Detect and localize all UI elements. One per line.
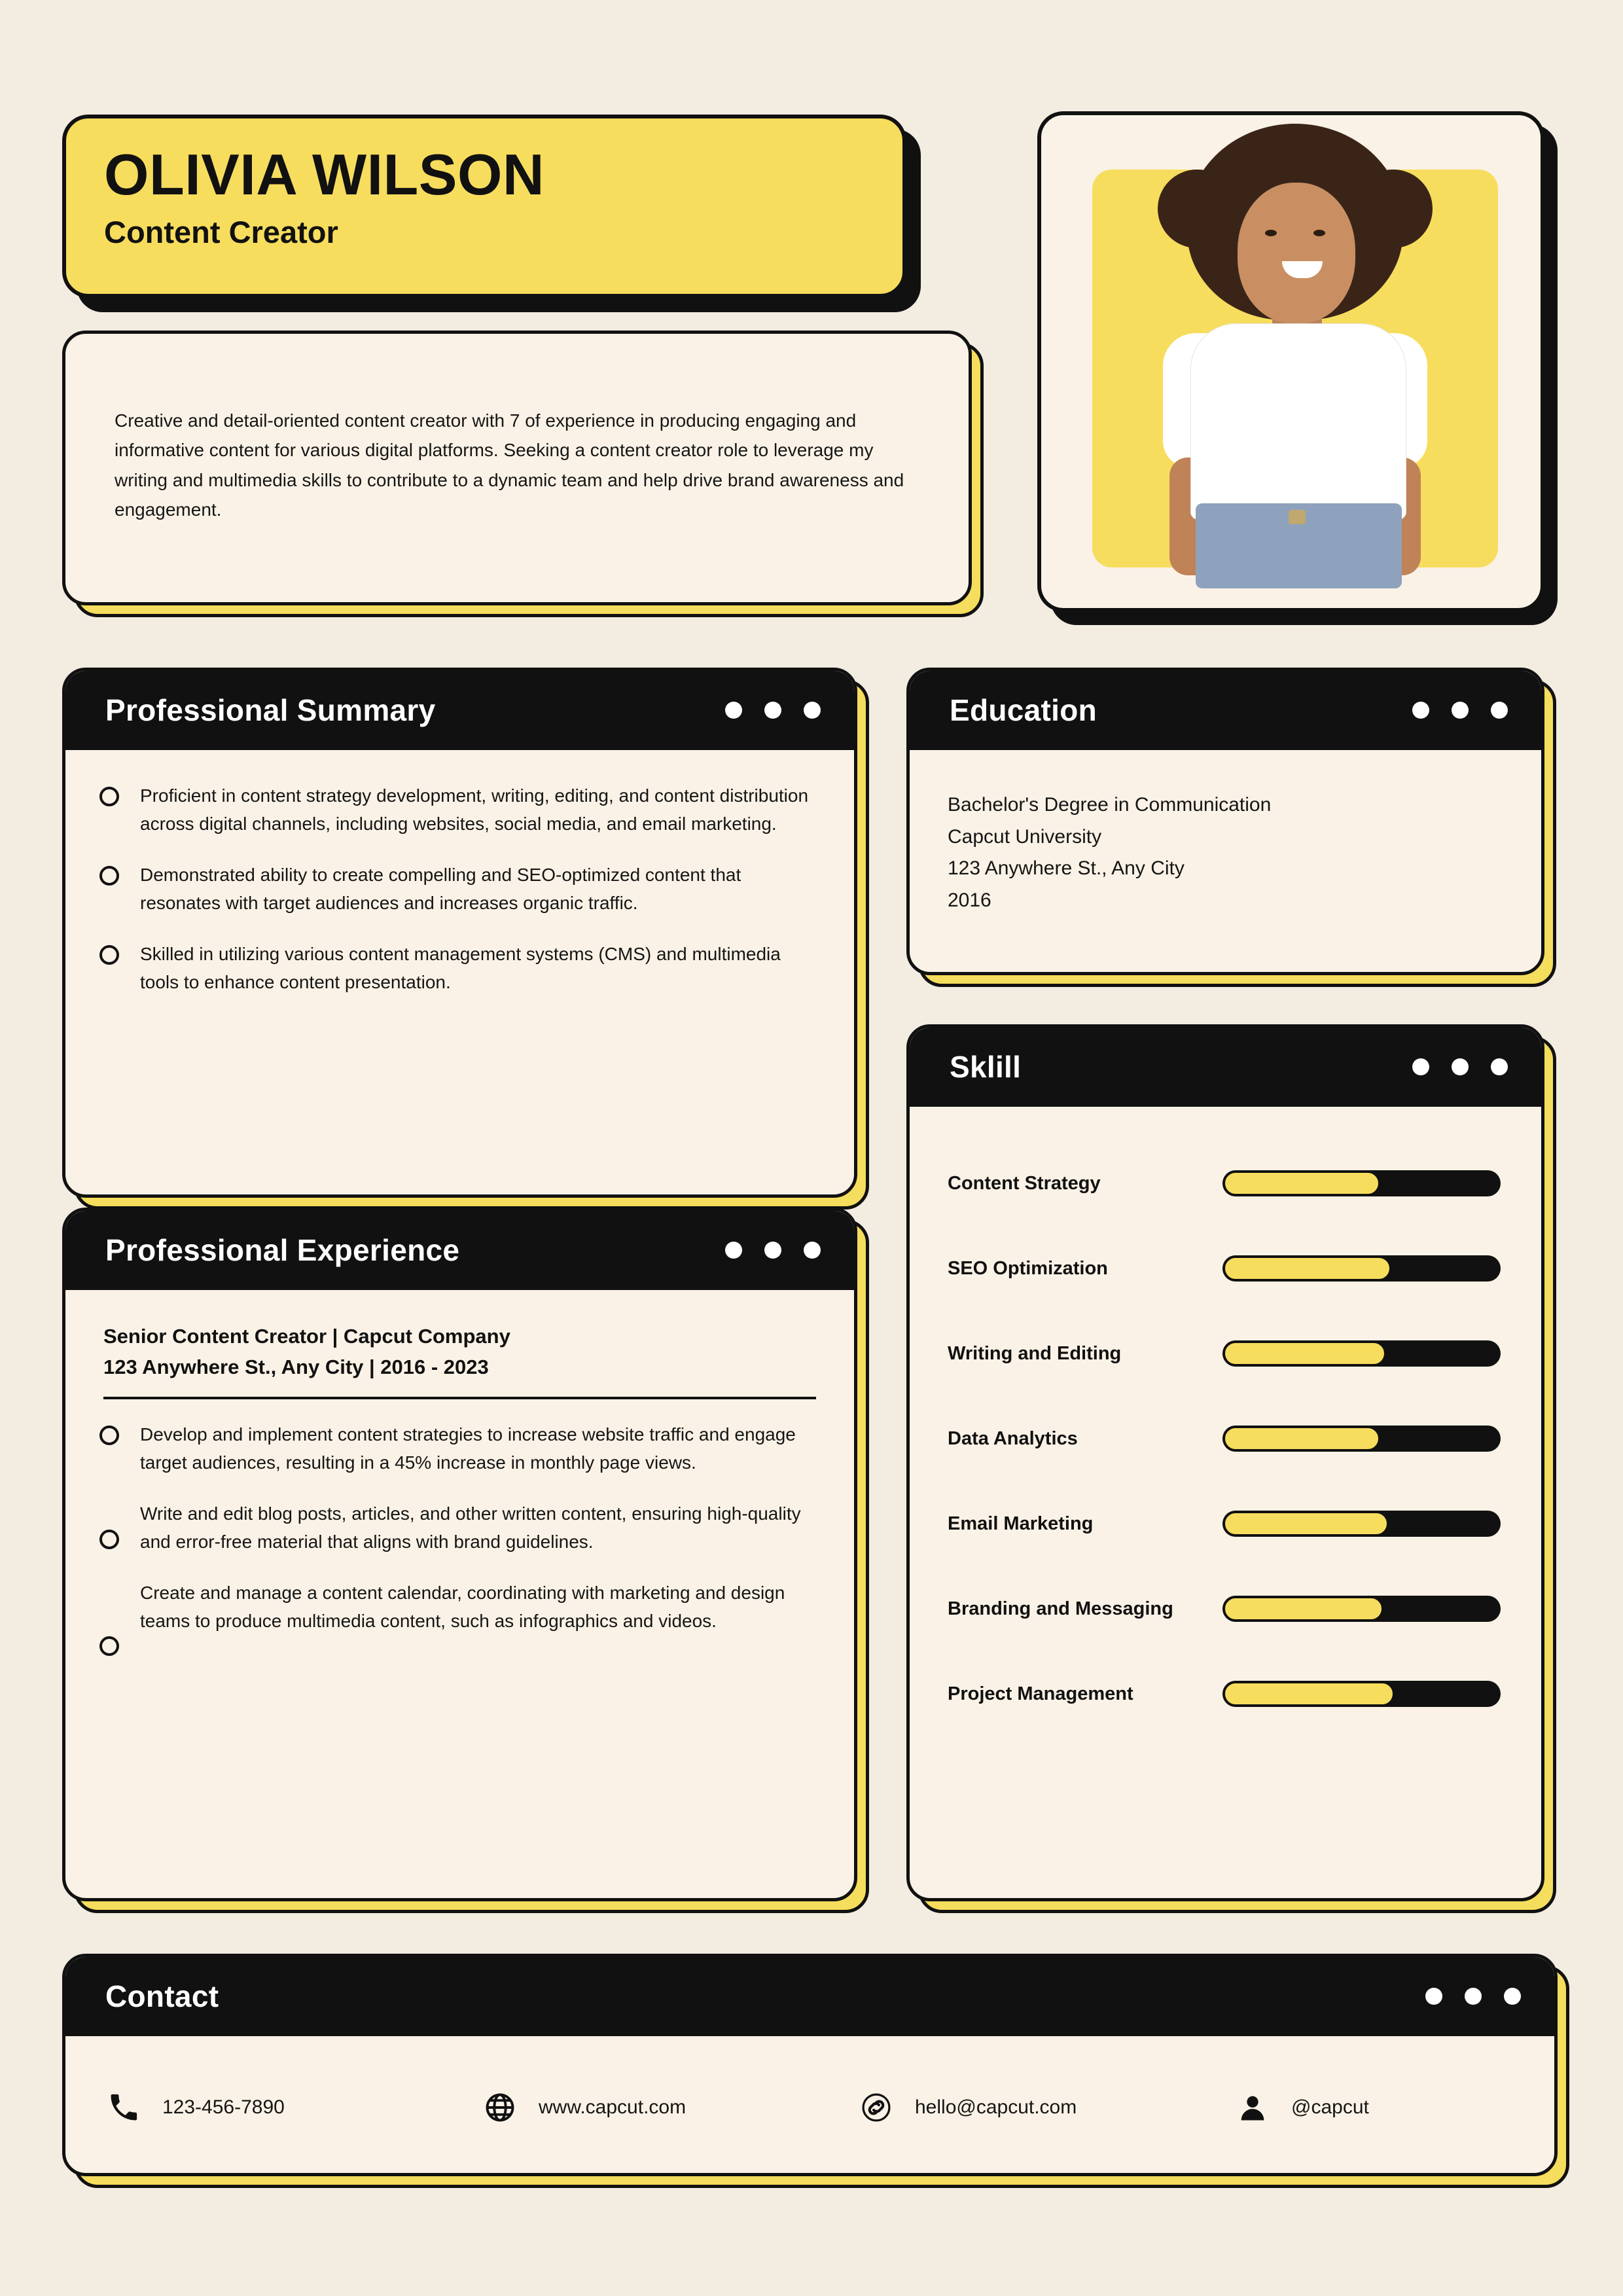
skill-label: Content Strategy <box>948 1172 1101 1194</box>
skill-progress-track <box>1222 1596 1501 1622</box>
section-title: Education <box>950 693 1097 727</box>
education-address: 123 Anywhere St., Any City <box>948 857 1185 880</box>
skill-progress-fill <box>1222 1255 1392 1282</box>
window-dots <box>725 702 821 719</box>
skill-label: Writing and Editing <box>948 1342 1122 1364</box>
dot-icon <box>1452 1058 1469 1075</box>
skill-progress-track <box>1222 1255 1501 1282</box>
window-dots <box>1412 1058 1508 1075</box>
dot-icon <box>1452 702 1469 719</box>
section-header-bar <box>65 670 855 750</box>
section-header-bar <box>909 1027 1542 1107</box>
portrait-illustration <box>1092 170 1498 567</box>
window-dots <box>1425 1988 1521 2005</box>
contact-value: 123-456-7890 <box>162 2096 285 2118</box>
experience-meta: 123 Anywhere St., Any City | 2016 - 2023 <box>103 1355 489 1378</box>
dot-icon <box>1465 1988 1482 2005</box>
list-item <box>99 1579 815 1656</box>
dot-icon <box>1491 1058 1508 1075</box>
section-professional-experience <box>62 1208 857 1901</box>
circle-bullet-icon <box>99 866 119 886</box>
section-header-bar <box>65 1210 855 1290</box>
circle-bullet-icon <box>99 787 119 806</box>
list-item <box>99 781 815 838</box>
section-header-bar <box>65 1956 1555 2036</box>
dot-icon <box>1412 1058 1429 1075</box>
contact-website[interactable] <box>481 2089 857 2126</box>
photo-card-body <box>1037 111 1544 612</box>
dot-icon <box>1491 702 1508 719</box>
skill-progress-fill <box>1222 1426 1381 1452</box>
skill-label: Project Management <box>948 1683 1133 1704</box>
section-title: Professional Summary <box>105 693 436 727</box>
circle-bullet-icon <box>99 1530 119 1549</box>
circle-bullet-icon <box>99 945 119 965</box>
dot-icon <box>804 702 821 719</box>
circle-bullet-icon <box>99 1426 119 1445</box>
dot-icon <box>764 1242 781 1259</box>
contact-list <box>65 2036 1554 2176</box>
section-title: Sklill <box>950 1050 1022 1084</box>
contact-handle[interactable] <box>1234 2089 1515 2126</box>
list-item-text: Demonstrated ability to create compelling and SEO-optimized content that resonates with target audiences and increases organic traffic. <box>140 864 741 914</box>
section-professional-summary <box>62 668 857 1198</box>
skill-row <box>948 1311 1501 1396</box>
section-education <box>906 668 1544 975</box>
dot-icon <box>1412 702 1429 719</box>
dot-icon <box>1425 1988 1442 2005</box>
skill-progress-track <box>1222 1170 1501 1196</box>
intro-text: Creative and detail-oriented content creator with 7 of experience in producing engaging and informative content for various digital platforms. Seeking a content creator role to leverage my writing and multimedia skills to contribute to a dynamic team and help drive brand awareness and engagement. <box>115 410 904 520</box>
skill-list <box>910 1107 1541 1736</box>
skill-progress-fill <box>1222 1596 1384 1622</box>
divider <box>103 1397 816 1399</box>
skill-label: Data Analytics <box>948 1427 1078 1449</box>
list-item-text: Create and manage a content calendar, coordinating with marketing and design teams to produce multimedia content, such as infographics and videos. <box>140 1582 785 1631</box>
skill-progress-fill <box>1222 1340 1387 1367</box>
dot-icon <box>725 1242 742 1259</box>
photo-card <box>1037 111 1544 612</box>
globe-icon <box>481 2089 519 2126</box>
intro-card-body <box>62 331 972 605</box>
skill-progress-track <box>1222 1340 1501 1367</box>
shirt-shape <box>1190 323 1406 520</box>
contact-value: @capcut <box>1291 2096 1369 2118</box>
section-header-bar <box>909 670 1542 750</box>
experience-heading <box>65 1290 854 1399</box>
skill-label: Branding and Messaging <box>948 1598 1173 1619</box>
skill-label: SEO Optimization <box>948 1257 1108 1279</box>
contact-value: hello@capcut.com <box>915 2096 1077 2118</box>
name-header-card <box>62 115 906 298</box>
contact-phone[interactable] <box>105 2089 481 2126</box>
dot-icon <box>725 702 742 719</box>
intro-card <box>62 331 972 605</box>
window-dots <box>1412 702 1508 719</box>
dot-icon <box>1504 1988 1521 2005</box>
education-school: Capcut University <box>948 825 1102 848</box>
contact-value: www.capcut.com <box>539 2096 687 2118</box>
skill-row <box>948 1396 1501 1481</box>
job-role: Content Creator <box>104 215 338 250</box>
list-item-text: Skilled in utilizing various content management systems (CMS) and multimedia tools to enhance content presentation. <box>140 943 781 992</box>
window-dots <box>725 1242 821 1259</box>
skill-row <box>948 1226 1501 1311</box>
dot-icon <box>764 702 781 719</box>
experience-bullet-list <box>65 1406 854 1656</box>
summary-bullet-list <box>65 750 854 996</box>
person-icon <box>1234 2089 1272 2126</box>
skill-progress-track <box>1222 1511 1501 1537</box>
skill-progress-fill <box>1222 1511 1389 1537</box>
dot-icon <box>804 1242 821 1259</box>
skill-progress-fill <box>1222 1170 1381 1196</box>
name-header <box>62 115 906 298</box>
list-item-text: Write and edit blog posts, articles, and other written content, ensuring high-quality and error-free material that aligns with brand guidelines. <box>140 1503 801 1552</box>
contact-card-body <box>62 1954 1558 2176</box>
skill-progress-track <box>1222 1426 1501 1452</box>
education-year: 2016 <box>948 889 991 911</box>
link-icon <box>857 2089 895 2126</box>
section-title: Professional Experience <box>105 1233 460 1267</box>
skill-progress-fill <box>1222 1681 1395 1707</box>
skill-progress-track <box>1222 1681 1501 1707</box>
section-title: Contact <box>105 1979 219 2013</box>
education-degree: Bachelor's Degree in Communication <box>948 794 1272 816</box>
list-item-text: Develop and implement content strategies to increase website traffic and engage target audiences, resulting in a 45% increase in monthly page views. <box>140 1424 796 1473</box>
list-item-text: Proficient in content strategy development, writing, editing, and content distribution across digital channels, including websites, social media, and email marketing. <box>140 785 809 834</box>
skill-row <box>948 1566 1501 1651</box>
phone-icon <box>105 2089 143 2126</box>
experience-position: Senior Content Creator | Capcut Company <box>103 1325 510 1348</box>
list-item <box>99 940 815 997</box>
face-shape <box>1238 183 1355 323</box>
list-item <box>99 861 815 918</box>
section-skills <box>906 1024 1544 1901</box>
skill-row <box>948 1481 1501 1566</box>
contact-email[interactable] <box>857 2089 1234 2126</box>
skill-row <box>948 1141 1501 1226</box>
education-details <box>910 750 1541 916</box>
skill-label: Email Marketing <box>948 1513 1094 1534</box>
skill-row <box>948 1651 1501 1736</box>
list-item <box>99 1420 815 1477</box>
circle-bullet-icon <box>99 1636 119 1656</box>
list-item <box>99 1499 815 1556</box>
section-contact <box>62 1954 1558 2176</box>
page-title: OLIVIA WILSON <box>104 142 544 207</box>
